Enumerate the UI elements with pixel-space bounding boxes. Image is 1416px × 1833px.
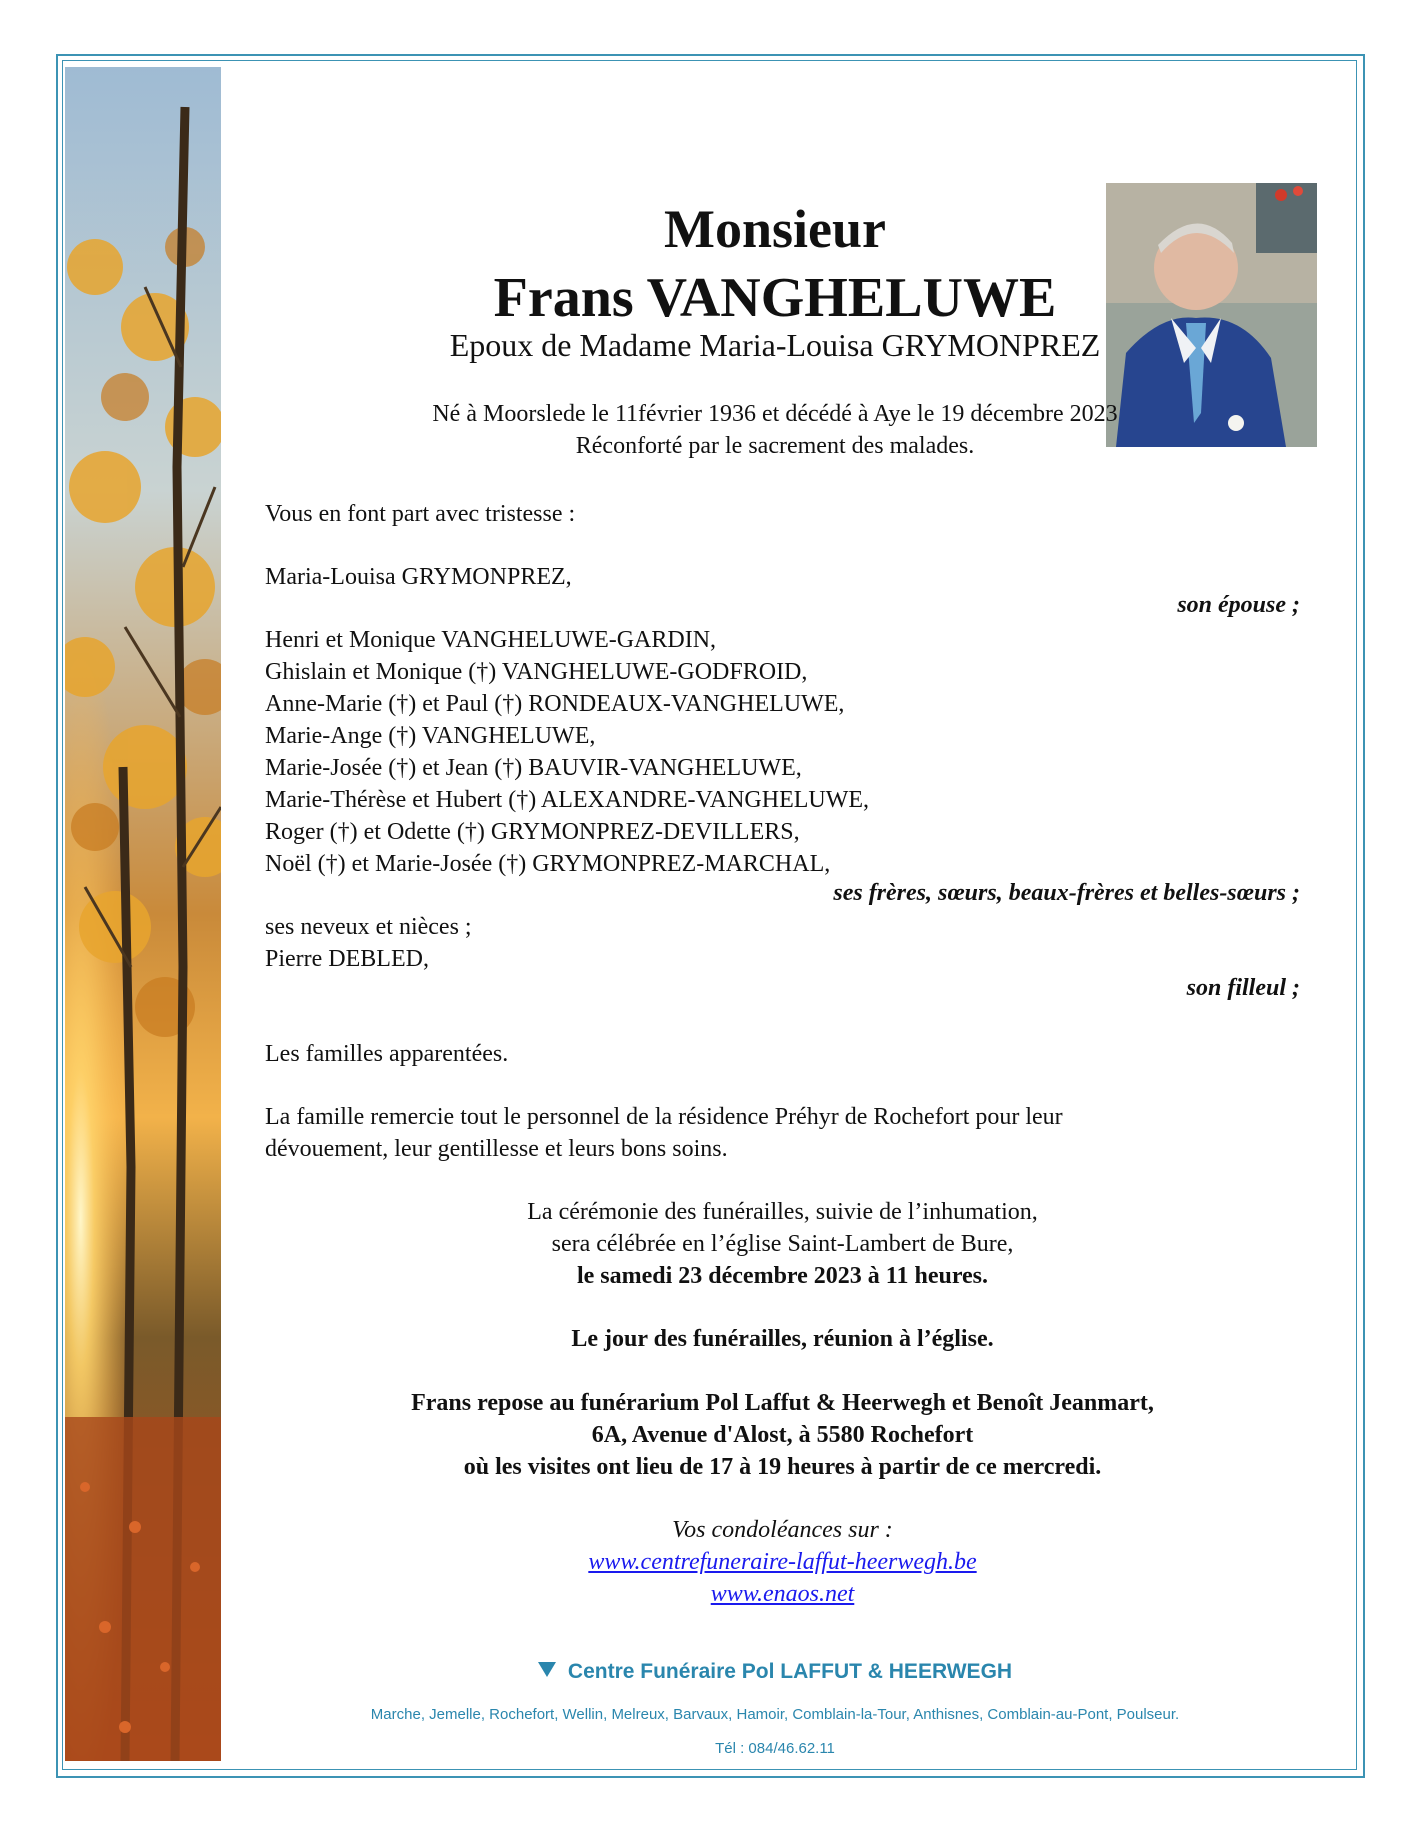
announcement-intro: Vous en font part avec tristesse : [265, 501, 576, 527]
sacrament-line: Réconforté par le sacrement des malades. [575, 433, 975, 459]
list-item: Marie-Josée (†) et Jean (†) BAUVIR-VANGHELUWE, [265, 755, 802, 781]
list-item: Noël (†) et Marie-Josée (†) GRYMONPREZ-MARCHAL, [265, 851, 831, 877]
ceremony-block [265, 1196, 1300, 1292]
page-title: Monsieur [664, 199, 886, 259]
deceased-name: Frans VANGHELUWE [493, 267, 1057, 329]
funerarium-address: 6A, Avenue d'Alost, à 5580 Rochefort [591, 1422, 974, 1448]
company-towns: Marche, Jemelle, Rochefort, Wellin, Melreux, Barvaux, Hamoir, Comblain-la-Tour, Anthisnes, Comblain-au-Pont, Poulseur. [370, 1706, 1180, 1723]
spouse-line: Epoux de Madame Maria-Louisa GRYMONPREZ [449, 327, 1101, 363]
wife-relation: son épouse ; [1177, 592, 1300, 618]
funerarium-line: Frans repose au funérarium Pol Laffut & Heerwegh et Benoît Jeanmart, [411, 1390, 1154, 1416]
thanks-line: dévouement, leur gentillesse et leurs bons soins. [265, 1136, 728, 1162]
siblings-list [265, 624, 1300, 880]
siblings-relation: ses frères, sœurs, beaux-frères et belles-sœurs ; [833, 880, 1300, 906]
company-name-text: Centre Funéraire Pol LAFFUT & HEERWEGH [567, 1660, 1013, 1683]
condolences-block [265, 1514, 1300, 1610]
list-item: Henri et Monique VANGHELUWE-GARDIN, [265, 627, 717, 653]
funerarium-block [265, 1387, 1300, 1483]
nephews-line: ses neveux et nièces ; [265, 914, 472, 940]
triangle-down-icon [538, 1662, 556, 1677]
list-item: Ghislain et Monique (†) VANGHELUWE-GODFROID, [265, 659, 808, 685]
list-item: Anne-Marie (†) et Paul (†) RONDEAUX-VANGHELUWE, [265, 691, 845, 717]
thanks-block [265, 1101, 1300, 1165]
birth-death-line: Né à Moorslede le 11février 1936 et décédé à Aye le 19 décembre 2023 [432, 401, 1118, 427]
ceremony-line: sera célébrée en l’église Saint-Lambert de Bure, [551, 1231, 1014, 1257]
ceremony-line: La cérémonie des funérailles, suivie de l’inhumation, [527, 1199, 1038, 1225]
company-phone: Tél : 084/46.62.11 [715, 1740, 835, 1757]
list-item: Roger (†) et Odette (†) GRYMONPREZ-DEVILLERS, [265, 819, 800, 845]
condolences-label: Vos condoléances sur : [672, 1517, 893, 1543]
reunion-line: Le jour des funérailles, réunion à l’église. [571, 1326, 994, 1352]
ceremony-date: le samedi 23 décembre 2023 à 11 heures. [576, 1263, 989, 1289]
enaos-link[interactable]: www.enaos.net [710, 1581, 855, 1607]
company-name [250, 1660, 1300, 1684]
list-item: Marie-Thérèse et Hubert (†) ALEXANDRE-VANGHELUWE, [265, 787, 870, 813]
godson-name: Pierre DEBLED, [265, 946, 429, 972]
visiting-hours: où les visites ont lieu de 17 à 19 heures à partir de ce mercredi. [463, 1454, 1102, 1480]
autumn-forest-image [65, 67, 221, 1761]
thanks-line: La famille remercie tout le personnel de la résidence Préhyr de Rochefort pour leur [265, 1104, 1063, 1130]
funeral-home-link[interactable]: www.centrefuneraire-laffut-heerwegh.be [588, 1549, 977, 1575]
godson-relation: son filleul ; [1186, 975, 1300, 1001]
list-item: Marie-Ange (†) VANGHELUWE, [265, 723, 596, 749]
wife-name: Maria-Louisa GRYMONPREZ, [265, 564, 572, 590]
birth-death-block [250, 398, 1300, 462]
families-line: Les familles apparentées. [265, 1041, 509, 1067]
